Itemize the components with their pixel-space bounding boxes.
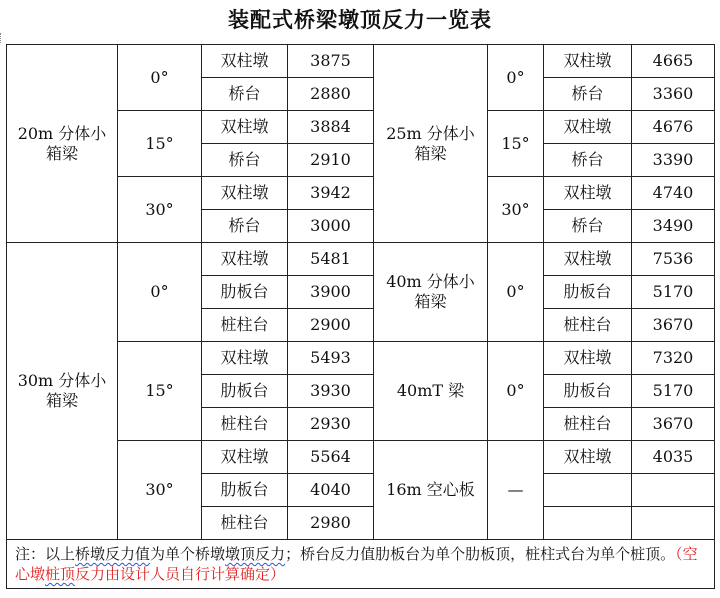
value-cell: 5493 xyxy=(288,342,374,375)
empty-cell xyxy=(632,507,715,540)
note-red-text: （空心墩 xyxy=(15,545,698,583)
angle-cell: — xyxy=(488,441,544,540)
type-cell: 双柱墩 xyxy=(202,45,288,78)
value-cell: 3930 xyxy=(288,375,374,408)
value-cell: 5481 xyxy=(288,243,374,276)
value-cell: 5170 xyxy=(632,276,715,309)
note-red-text: 桩顶 xyxy=(45,565,76,583)
type-cell: 双柱墩 xyxy=(544,243,632,276)
empty-cell xyxy=(544,474,632,507)
type-cell: 双柱墩 xyxy=(202,342,288,375)
type-cell: 桩柱台 xyxy=(202,507,288,540)
note-cell xyxy=(7,540,715,589)
group-16m: 16m 空心板 xyxy=(374,441,488,540)
group-30m: 30m 分体小箱梁 xyxy=(7,243,118,540)
angle-cell: 0° xyxy=(488,342,544,441)
group-25m: 25m 分体小箱梁 xyxy=(374,45,488,243)
group-40mt: 40mT 梁 xyxy=(374,342,488,441)
note-text: 注：以上 xyxy=(15,545,76,563)
value-cell: 2930 xyxy=(288,408,374,441)
angle-cell: 0° xyxy=(118,243,202,342)
empty-cell xyxy=(632,474,715,507)
page-title xyxy=(0,4,720,34)
type-cell: 肋板台 xyxy=(202,375,288,408)
angle-cell: 0° xyxy=(118,45,202,111)
type-cell: 桥台 xyxy=(202,78,288,111)
angle-cell: 0° xyxy=(488,45,544,111)
angle-cell: 15° xyxy=(118,111,202,177)
value-cell: 4676 xyxy=(632,111,715,144)
type-cell: 肋板台 xyxy=(544,375,632,408)
value-cell: 3900 xyxy=(288,276,374,309)
value-cell: 4035 xyxy=(632,441,715,474)
type-cell: 桥台 xyxy=(202,144,288,177)
note-row xyxy=(7,540,715,589)
type-cell: 桩柱台 xyxy=(202,408,288,441)
type-cell: 桥台 xyxy=(544,144,632,177)
value-cell: 2910 xyxy=(288,144,374,177)
value-cell: 5170 xyxy=(632,375,715,408)
note-text: 墩顶反力 xyxy=(225,545,286,563)
value-cell: 7536 xyxy=(632,243,715,276)
type-cell: 桥台 xyxy=(544,210,632,243)
empty-cell xyxy=(544,507,632,540)
angle-cell: 0° xyxy=(488,243,544,342)
value-cell: 3490 xyxy=(632,210,715,243)
note-text: 桥墩反力值 xyxy=(75,545,151,563)
type-cell: 肋板台 xyxy=(202,474,288,507)
type-cell: 双柱墩 xyxy=(544,45,632,78)
type-cell: 双柱墩 xyxy=(202,441,288,474)
reaction-table xyxy=(6,44,715,589)
type-cell: 双柱墩 xyxy=(544,342,632,375)
value-cell: 5564 xyxy=(288,441,374,474)
angle-cell: 15° xyxy=(118,342,202,441)
type-cell: 双柱墩 xyxy=(544,177,632,210)
value-cell: 3942 xyxy=(288,177,374,210)
value-cell: 3884 xyxy=(288,111,374,144)
type-cell: 双柱墩 xyxy=(544,111,632,144)
value-cell: 3000 xyxy=(288,210,374,243)
type-cell: 桥台 xyxy=(202,210,288,243)
value-cell: 3670 xyxy=(632,408,715,441)
group-40m: 40m 分体小箱梁 xyxy=(374,243,488,342)
group-20m: 20m 分体小箱梁 xyxy=(7,45,118,243)
note-red-text: 反力由设计人员自行计算确定） xyxy=(75,565,286,583)
value-cell: 3360 xyxy=(632,78,715,111)
type-cell: 双柱墩 xyxy=(202,177,288,210)
angle-cell: 30° xyxy=(118,441,202,540)
corner-mark xyxy=(0,33,5,43)
type-cell: 肋板台 xyxy=(544,276,632,309)
value-cell: 4040 xyxy=(288,474,374,507)
type-cell: 双柱墩 xyxy=(202,243,288,276)
note-text: 为单个桥墩 xyxy=(150,545,226,563)
value-cell: 7320 xyxy=(632,342,715,375)
value-cell: 3875 xyxy=(288,45,374,78)
table-row xyxy=(7,45,715,78)
type-cell: 肋板台 xyxy=(202,276,288,309)
type-cell: 桥台 xyxy=(544,78,632,111)
value-cell: 2900 xyxy=(288,309,374,342)
angle-cell: 30° xyxy=(118,177,202,243)
title-text: 装配式桥梁墩顶反力一览表 xyxy=(228,7,492,32)
value-cell: 2980 xyxy=(288,507,374,540)
angle-cell: 30° xyxy=(488,177,544,243)
type-cell: 桩柱台 xyxy=(544,408,632,441)
value-cell: 4665 xyxy=(632,45,715,78)
value-cell: 3670 xyxy=(632,309,715,342)
value-cell: 3390 xyxy=(632,144,715,177)
type-cell: 桩柱台 xyxy=(202,309,288,342)
value-cell: 4740 xyxy=(632,177,715,210)
type-cell: 桩柱台 xyxy=(544,309,632,342)
type-cell: 双柱墩 xyxy=(202,111,288,144)
value-cell: 2880 xyxy=(288,78,374,111)
type-cell: 双柱墩 xyxy=(544,441,632,474)
table-row xyxy=(7,243,715,276)
note-text: ；桥台反力值肋板台为单个肋板顶，桩柱式台为单个桩顶。 xyxy=(285,545,676,563)
angle-cell: 15° xyxy=(488,111,544,177)
